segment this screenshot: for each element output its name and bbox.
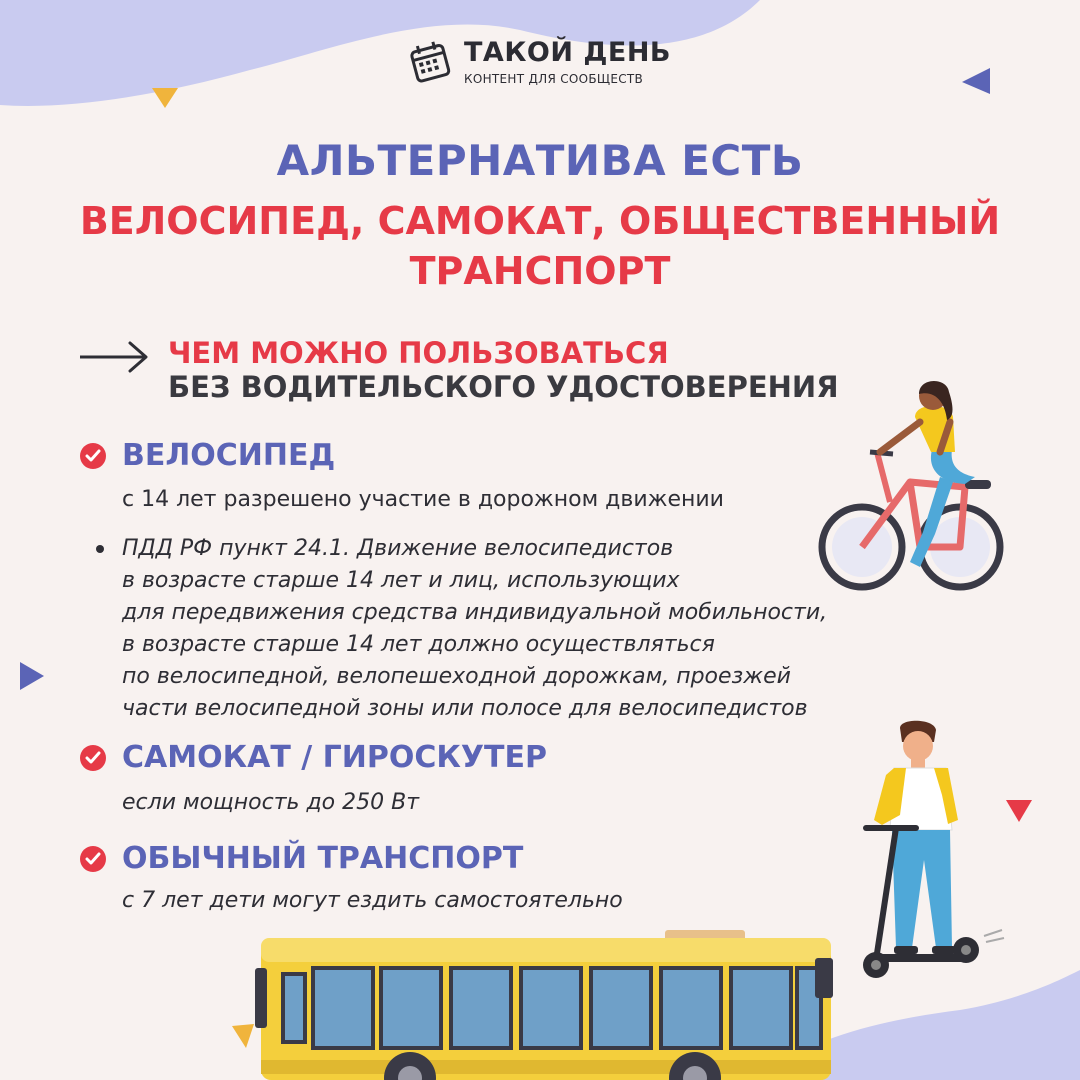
quote-line: по велосипедной, велопешеходной дорожкам, проезжей [122,664,791,689]
lead-line-2: БЕЗ ВОДИТЕЛЬСКОГО УДОСТОВЕРЕНИЯ [168,370,839,404]
section-description-public-transport: с 7 лет дети могут ездить самостоятельно [122,888,623,913]
check-circle-icon [80,745,106,771]
section-description-scooter: если мощность до 250 Вт [122,790,420,815]
quote-line: в возрасте старше 14 лет и лиц, использующих [122,568,680,593]
bus-illustration [255,928,840,1080]
brand-title: ТАКОЙ ДЕНЬ [464,37,671,68]
cyclist-illustration [815,372,1010,597]
bullet-dot [96,545,104,553]
quote-line: части велосипедной зоны или полосе для велосипедистов [122,696,808,721]
quote-line: для передвижения средства индивидуальной мобильности, [122,600,828,625]
triangle-decoration [232,1024,256,1050]
page-subtitle [60,196,1020,296]
subtitle-line-2: ТРАНСПОРТ [409,249,671,293]
quote-line: ПДД РФ пункт 24.1. Движение велосипедистов [122,536,674,561]
triangle-decoration [20,662,46,690]
brand-logo [408,38,671,86]
triangle-decoration [962,68,990,96]
arrow-right-icon [80,340,150,374]
check-circle-icon [80,443,106,469]
triangle-decoration [1006,800,1032,824]
triangle-decoration [152,88,178,110]
page-title: АЛЬТЕРНАТИВА ЕСТЬ [276,136,804,185]
scooter-rider-illustration [856,720,1006,995]
section-title-scooter: САМОКАТ / ГИРОСКУТЕР [122,740,547,775]
brand-subtitle: КОНТЕНТ ДЛЯ СООБЩЕСТВ [464,72,644,86]
check-circle-icon [80,846,106,872]
section-title-public-transport: ОБЫЧНЫЙ ТРАНСПОРТ [122,841,524,876]
subtitle-line-1: ВЕЛОСИПЕД, САМОКАТ, ОБЩЕСТВЕННЫЙ [79,199,1001,243]
quote-line: в возрасте старше 14 лет должно осуществляться [122,632,715,657]
section-title-bicycle: ВЕЛОСИПЕД [122,438,336,473]
lead-line-1: ЧЕМ МОЖНО ПОЛЬЗОВАТЬСЯ [168,336,669,370]
calendar-icon [408,39,454,85]
section-description-bicycle: с 14 лет разрешено участие в дорожном движении [122,487,724,512]
